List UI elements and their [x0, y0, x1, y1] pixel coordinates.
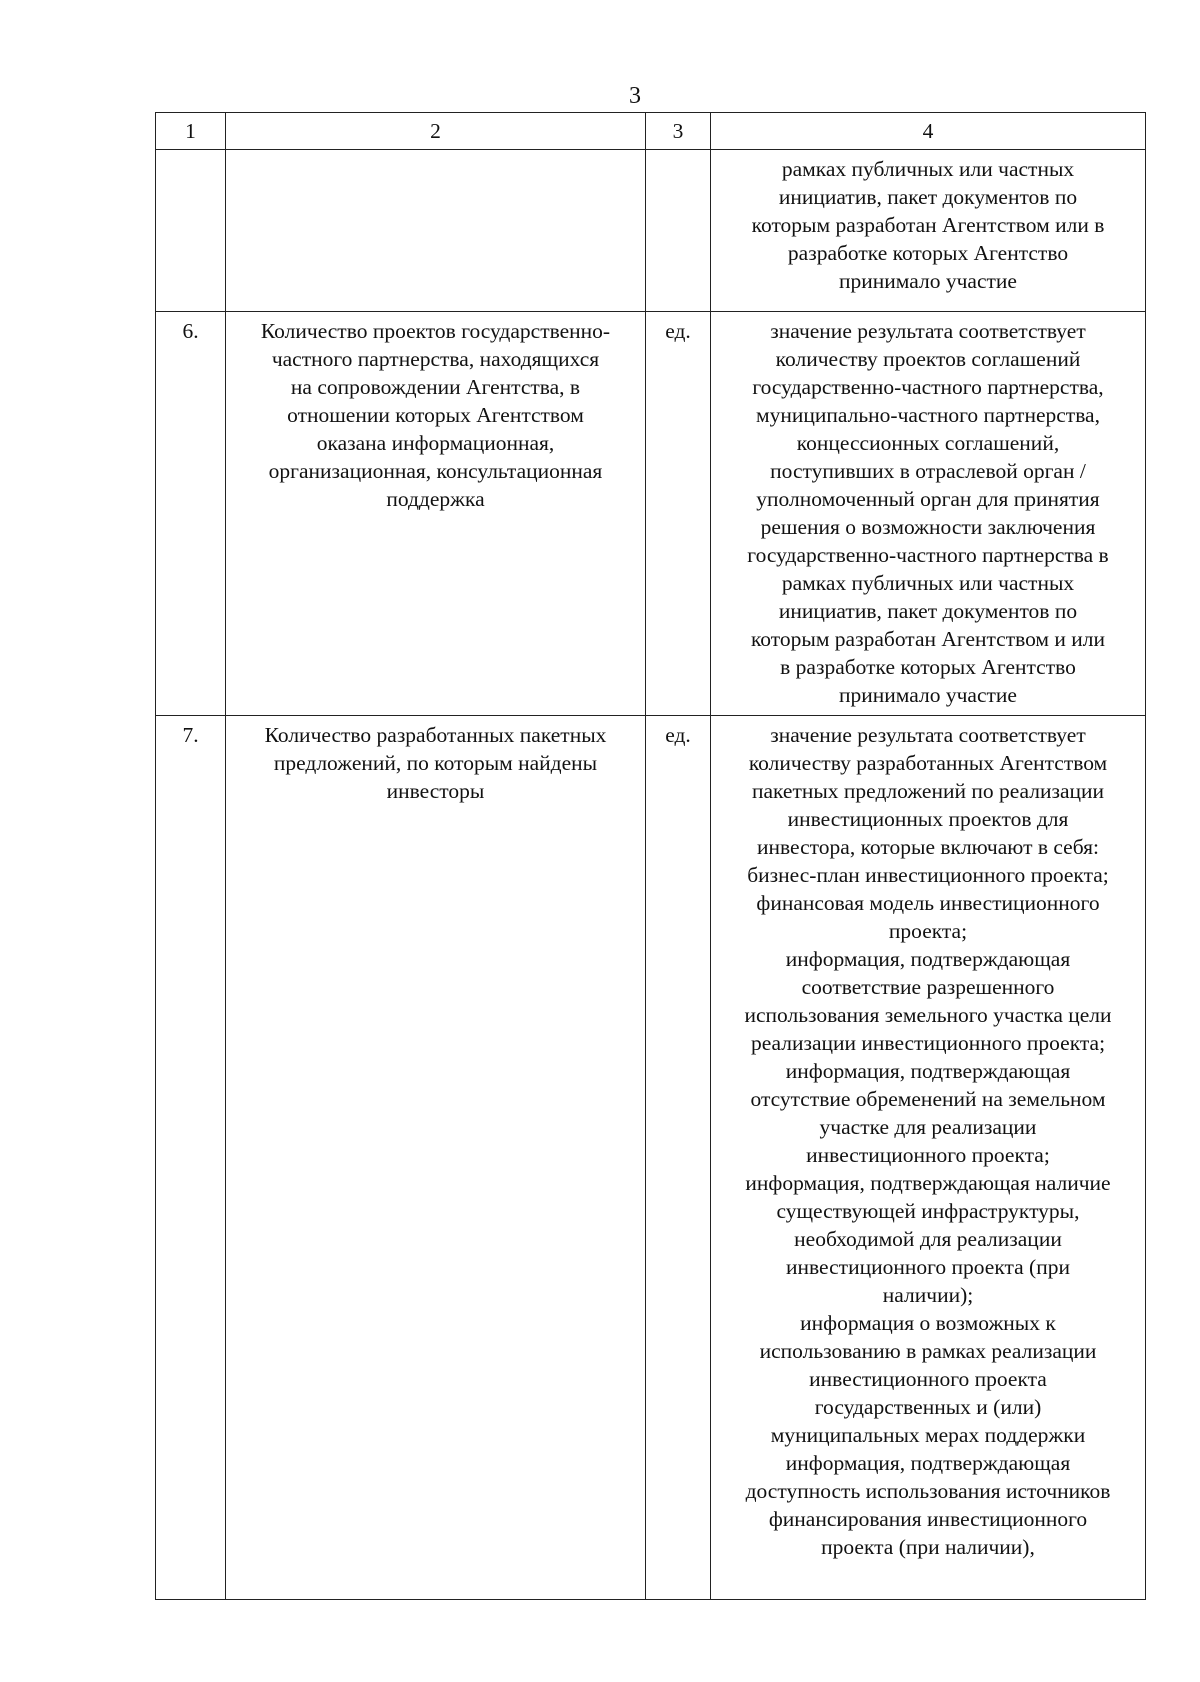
text-line: принимало участие	[839, 269, 1017, 293]
text-line: бизнес-план инвестиционного проекта;	[747, 863, 1109, 887]
table-row	[156, 312, 1146, 716]
text-line: проекта (при наличии),	[821, 1535, 1035, 1559]
row-description	[711, 716, 1146, 1600]
text-line: муниципально-частного партнерства,	[756, 403, 1100, 427]
text-line: информация, подтверждающая наличие	[745, 1171, 1111, 1195]
header-cell-1: 1	[156, 113, 226, 150]
text-line: информация, подтверждающая	[785, 1451, 1071, 1475]
row-unit	[646, 150, 711, 312]
text-line: инвестора, которые включают в себя:	[757, 835, 1099, 859]
results-table	[155, 112, 1146, 1600]
text-line: инициатив, пакет документов по	[778, 599, 1078, 623]
text-line: государственных и (или)	[814, 1395, 1042, 1419]
text-line: решения о возможности заключения	[760, 515, 1096, 539]
table-row	[156, 716, 1146, 1600]
text-line: пакетных предложений по реализации	[751, 779, 1105, 803]
text-line: существующей инфраструктуры,	[776, 1199, 1080, 1223]
text-line: инициатив, пакет документов по	[778, 185, 1078, 209]
text-line: информация, подтверждающая	[785, 947, 1071, 971]
row-unit: ед.	[646, 312, 711, 716]
text-line: которым разработан Агентством или в	[751, 213, 1105, 237]
row-number: 6.	[156, 312, 226, 716]
text-line: количеству разработанных Агентством	[748, 751, 1108, 775]
text-line: Количество разработанных пакетных	[264, 723, 607, 747]
text-line: предложений, по которым найдены	[273, 751, 598, 775]
table-row	[156, 150, 1146, 312]
text-line: наличии);	[882, 1283, 974, 1307]
text-line: рамках публичных или частных	[781, 571, 1075, 595]
text-line: использованию в рамках реализации	[759, 1339, 1097, 1363]
text-line: инвестиционного проекта;	[806, 1143, 1050, 1167]
text-line: принимало участие	[839, 683, 1017, 707]
text-line: которым разработан Агентством и или	[750, 627, 1106, 651]
text-line: государственно-частного партнерства,	[752, 375, 1104, 399]
text-line: проекта;	[888, 919, 968, 943]
text-line: финансирования инвестиционного	[768, 1507, 1088, 1531]
text-line: количеству проектов соглашений	[775, 347, 1081, 371]
text-line: поступивших в отраслевой орган /	[770, 459, 1086, 483]
row-description	[711, 150, 1146, 312]
table-header-row	[156, 113, 1146, 150]
text-line: муниципальных мерах поддержки	[770, 1423, 1086, 1447]
text-line: поддержка	[386, 487, 485, 511]
text-line: организационная, консультационная	[268, 459, 603, 483]
text-line: участке для реализации	[819, 1115, 1037, 1139]
text-line: отсутствие обременений на земельном	[750, 1087, 1106, 1111]
text-line: государственно-частного партнерства в	[747, 543, 1109, 567]
text-line: информация о возможных к	[800, 1311, 1056, 1335]
text-line: Количество проектов государственно-	[260, 319, 611, 343]
text-line: инвестиционных проектов для	[787, 807, 1069, 831]
text-line: инвестиционного проекта (при	[786, 1255, 1070, 1279]
row-unit: ед.	[646, 716, 711, 1600]
text-line: финансовая модель инвестиционного	[756, 891, 1100, 915]
text-line: оказана информационная,	[316, 431, 555, 455]
text-line: уполномоченный орган для принятия	[756, 487, 1100, 511]
text-line: на сопровождении Агентства, в	[290, 375, 581, 399]
header-cell-2: 2	[226, 113, 646, 150]
page-number: 3	[629, 83, 641, 109]
text-line: разработке которых Агентство	[787, 241, 1069, 265]
text-line: в разработке которых Агентство	[780, 655, 1076, 679]
row-number	[156, 150, 226, 312]
text-line: инвесторы	[386, 779, 485, 803]
row-number: 7.	[156, 716, 226, 1600]
row-name	[226, 716, 646, 1600]
text-line: реализации инвестиционного проекта;	[750, 1031, 1106, 1055]
text-line: частного партнерства, находящихся	[271, 347, 600, 371]
text-line: отношении которых Агентством	[287, 403, 584, 427]
header-cell-4: 4	[711, 113, 1146, 150]
row-name	[226, 312, 646, 716]
text-line: необходимой для реализации	[794, 1227, 1062, 1251]
text-line: концессионных соглашений,	[796, 431, 1060, 455]
text-line: соответствие разрешенного	[801, 975, 1055, 999]
text-line: инвестиционного проекта	[809, 1367, 1047, 1391]
header-cell-3: 3	[646, 113, 711, 150]
text-line: доступность использования источников	[745, 1479, 1111, 1503]
text-line: рамках публичных или частных	[781, 157, 1075, 181]
text-line: информация, подтверждающая	[785, 1059, 1071, 1083]
row-name	[226, 150, 646, 312]
text-line: значение результата соответствует	[770, 319, 1086, 343]
text-line: использования земельного участка цели	[744, 1003, 1112, 1027]
text-line: значение результата соответствует	[770, 723, 1086, 747]
row-description	[711, 312, 1146, 716]
